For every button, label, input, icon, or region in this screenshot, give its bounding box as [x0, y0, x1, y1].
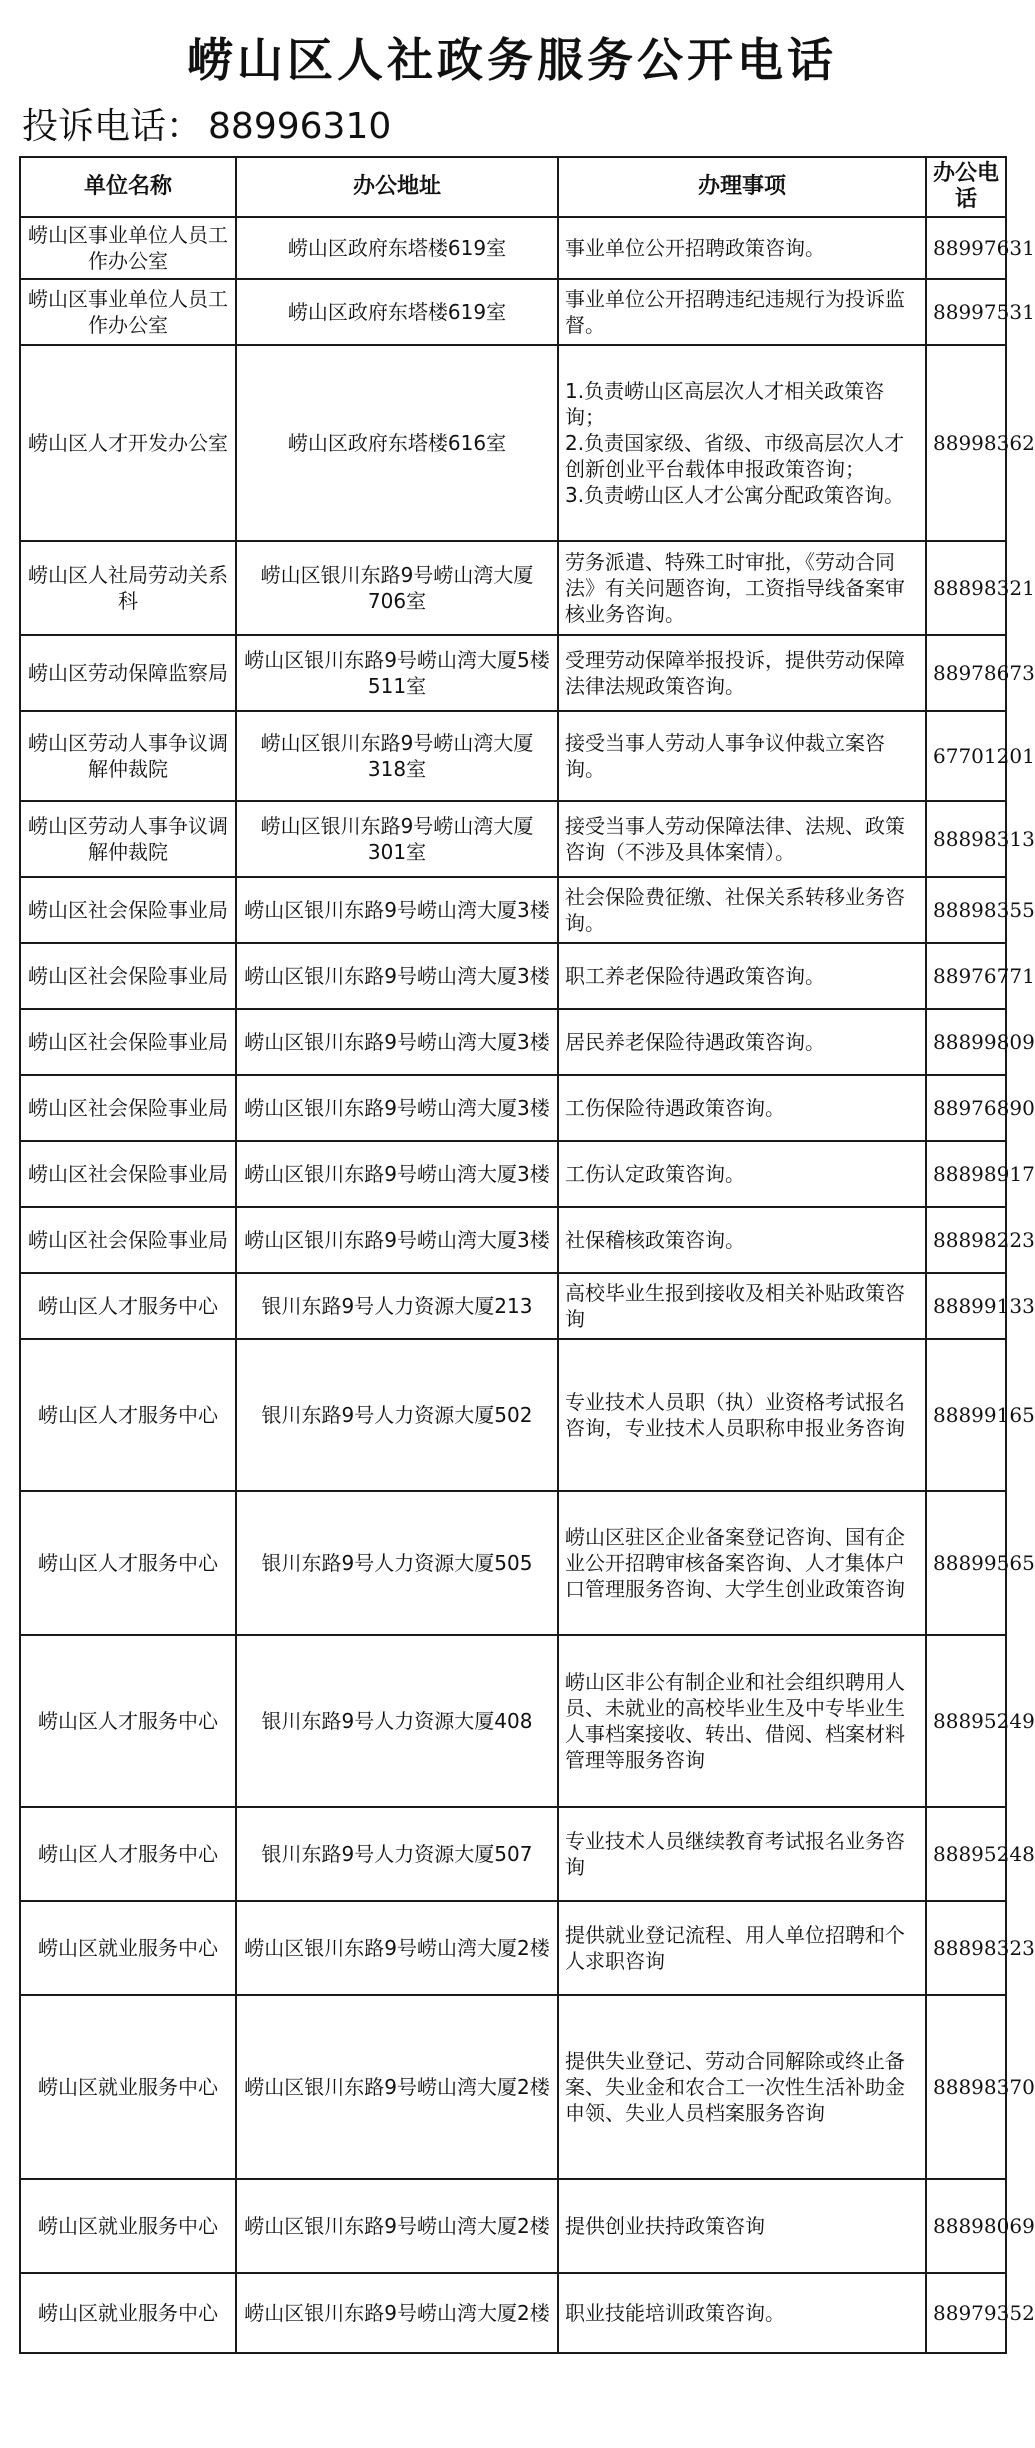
- cell-phone: 88899809: [926, 1009, 1006, 1075]
- cell-items: [558, 1339, 926, 1491]
- phone-directory-table: [19, 156, 1035, 2354]
- cell-phone: 88998362: [926, 345, 1006, 541]
- table-row: [20, 1339, 1006, 1491]
- cell-items: [558, 1141, 926, 1207]
- item-line: 提供创业扶持政策咨询: [565, 2214, 765, 2238]
- table-row: [20, 943, 1006, 1009]
- cell-address: 崂山区银川东路9号崂山湾大厦301室: [236, 801, 558, 877]
- cell-phone: 88895248: [926, 1807, 1006, 1901]
- complaint-hotline: [22, 104, 391, 150]
- item-line: 受理劳动保障举报投诉，提供劳动保障法律法规政策咨询。: [565, 648, 905, 698]
- item-line: 专业技术人员职（执）业资格考试报名咨询，专业技术人员职称申报业务咨询: [565, 1390, 905, 1440]
- cell-unit: 崂山区人才服务中心: [20, 1635, 236, 1807]
- item-line: 崂山区非公有制企业和社会组织聘用人员、未就业的高校毕业生及中专毕业生人事档案接收、转出、借阅、档案材料管理等服务咨询: [565, 1670, 905, 1772]
- item-line: 3.负责崂山区人才公寓分配政策咨询。: [565, 483, 905, 507]
- header-unit: 单位名称: [20, 157, 236, 217]
- cell-unit: 崂山区就业服务中心: [20, 1995, 236, 2179]
- cell-address: 崂山区银川东路9号崂山湾大厦3楼: [236, 1009, 558, 1075]
- cell-phone: 88898323: [926, 1901, 1006, 1995]
- cell-phone: 88898223: [926, 1207, 1006, 1273]
- cell-address: 银川东路9号人力资源大厦507: [236, 1807, 558, 1901]
- table-row: [20, 1901, 1006, 1995]
- page-title: 崂山区人社政务服务公开电话: [187, 33, 837, 87]
- cell-unit: 崂山区事业单位人员工作办公室: [20, 279, 236, 345]
- cell-items: [558, 1995, 926, 2179]
- item-line: 提供失业登记、劳动合同解除或终止备案、失业金和农合工一次性生活补助金申领、失业人员档案服务咨询: [565, 2049, 905, 2125]
- cell-unit: 崂山区劳动保障监察局: [20, 635, 236, 711]
- item-line: 职工养老保险待遇政策咨询。: [565, 964, 825, 988]
- cell-unit: 崂山区人才服务中心: [20, 1273, 236, 1339]
- cell-unit: 崂山区人才服务中心: [20, 1491, 236, 1635]
- cell-phone: 88899133: [926, 1273, 1006, 1339]
- cell-unit: 崂山区劳动人事争议调解仲裁院: [20, 801, 236, 877]
- table-row: [20, 1207, 1006, 1273]
- cell-phone: 88895249: [926, 1635, 1006, 1807]
- cell-items: [558, 217, 926, 279]
- cell-address: 银川东路9号人力资源大厦408: [236, 1635, 558, 1807]
- cell-address: 崂山区银川东路9号崂山湾大厦3楼: [236, 1075, 558, 1141]
- hotline-number: 88996310: [208, 106, 392, 147]
- cell-address: 崂山区银川东路9号崂山湾大厦3楼: [236, 943, 558, 1009]
- cell-address: 崂山区银川东路9号崂山湾大厦318室: [236, 711, 558, 801]
- table-row: [20, 1995, 1006, 2179]
- cell-address: 崂山区银川东路9号崂山湾大厦2楼: [236, 1901, 558, 1995]
- cell-phone: 88898321: [926, 541, 1006, 635]
- header-address: 办公地址: [236, 157, 558, 217]
- cell-unit: 崂山区社会保险事业局: [20, 1009, 236, 1075]
- cell-unit: 崂山区社会保险事业局: [20, 1075, 236, 1141]
- cell-unit: 崂山区人才服务中心: [20, 1339, 236, 1491]
- table-header-row: [20, 157, 1006, 217]
- cell-unit: 崂山区就业服务中心: [20, 2273, 236, 2353]
- cell-address: 银川东路9号人力资源大厦505: [236, 1491, 558, 1635]
- cell-items: [558, 345, 926, 541]
- item-line: 接受当事人劳动保障法律、法规、政策咨询（不涉及具体案情）。: [565, 814, 905, 864]
- cell-unit: 崂山区人才开发办公室: [20, 345, 236, 541]
- cell-phone: 88976890: [926, 1075, 1006, 1141]
- cell-items: [558, 1009, 926, 1075]
- cell-items: [558, 1635, 926, 1807]
- table-row: [20, 635, 1006, 711]
- cell-address: 崂山区银川东路9号崂山湾大厦2楼: [236, 2179, 558, 2273]
- item-line: 2.负责国家级、省级、市级高层次人才创新创业平台载体申报政策咨询；: [565, 431, 905, 481]
- cell-items: [558, 2273, 926, 2353]
- cell-items: [558, 1807, 926, 1901]
- table-row: [20, 877, 1006, 943]
- table-row: [20, 1807, 1006, 1901]
- cell-address: 崂山区银川东路9号崂山湾大厦706室: [236, 541, 558, 635]
- cell-address: 崂山区政府东塔楼619室: [236, 279, 558, 345]
- cell-phone: 88899565: [926, 1491, 1006, 1635]
- cell-items: [558, 943, 926, 1009]
- item-line: 崂山区驻区企业备案登记咨询、国有企业公开招聘审核备案咨询、人才集体户口管理服务咨询、大学生创业政策咨询: [565, 1525, 905, 1601]
- header-items: 办理事项: [558, 157, 926, 217]
- item-line: 1.负责崂山区高层次人才相关政策咨询；: [565, 379, 885, 429]
- item-line: 职业技能培训政策咨询。: [565, 2301, 785, 2325]
- cell-phone: 88898313: [926, 801, 1006, 877]
- cell-items: [558, 541, 926, 635]
- table-row: [20, 541, 1006, 635]
- item-line: 工伤认定政策咨询。: [565, 1162, 745, 1186]
- table-row: [20, 801, 1006, 877]
- cell-phone: 88997631: [926, 217, 1006, 279]
- header-phone: 办公电话: [926, 157, 1006, 217]
- cell-unit: 崂山区人才服务中心: [20, 1807, 236, 1901]
- cell-unit: 崂山区劳动人事争议调解仲裁院: [20, 711, 236, 801]
- cell-phone: 88997531: [926, 279, 1006, 345]
- cell-phone: 88979352: [926, 2273, 1006, 2353]
- cell-items: [558, 711, 926, 801]
- table-row: [20, 1635, 1006, 1807]
- cell-unit: 崂山区就业服务中心: [20, 1901, 236, 1995]
- hotline-label: 投诉电话：: [22, 106, 203, 147]
- item-line: 工伤保险待遇政策咨询。: [565, 1096, 785, 1120]
- cell-unit: 崂山区事业单位人员工作办公室: [20, 217, 236, 279]
- cell-address: 崂山区银川东路9号崂山湾大厦2楼: [236, 1995, 558, 2179]
- cell-items: [558, 635, 926, 711]
- cell-address: 崂山区银川东路9号崂山湾大厦2楼: [236, 2273, 558, 2353]
- item-line: 高校毕业生报到接收及相关补贴政策咨询: [565, 1281, 905, 1331]
- cell-unit: 崂山区社会保险事业局: [20, 1141, 236, 1207]
- table-row: [20, 2273, 1006, 2353]
- table-row: [20, 1491, 1006, 1635]
- table-body: [20, 217, 1035, 2353]
- cell-unit: 崂山区人社局劳动关系科: [20, 541, 236, 635]
- cell-address: 崂山区银川东路9号崂山湾大厦3楼: [236, 1141, 558, 1207]
- table-row: [20, 279, 1006, 345]
- cell-address: 崂山区政府东塔楼619室: [236, 217, 558, 279]
- cell-items: [558, 1491, 926, 1635]
- cell-phone: 88899165: [926, 1339, 1006, 1491]
- cell-address: 崂山区银川东路9号崂山湾大厦3楼: [236, 877, 558, 943]
- cell-unit: 崂山区社会保险事业局: [20, 1207, 236, 1273]
- cell-phone: 67701201: [926, 711, 1006, 801]
- item-line: 社保稽核政策咨询。: [565, 1228, 745, 1252]
- cell-items: [558, 1207, 926, 1273]
- item-line: 事业单位公开招聘违纪违规行为投诉监督。: [565, 287, 905, 337]
- cell-items: [558, 801, 926, 877]
- cell-unit: 崂山区社会保险事业局: [20, 943, 236, 1009]
- table-row: [20, 1009, 1006, 1075]
- cell-unit: 崂山区社会保险事业局: [20, 877, 236, 943]
- item-line: 接受当事人劳动人事争议仲裁立案咨询。: [565, 731, 885, 781]
- cell-address: 银川东路9号人力资源大厦213: [236, 1273, 558, 1339]
- cell-phone: 88976771: [926, 943, 1006, 1009]
- table-row: [20, 345, 1006, 541]
- cell-phone: 88898355: [926, 877, 1006, 943]
- table-row: [20, 711, 1006, 801]
- cell-address: 崂山区政府东塔楼616室: [236, 345, 558, 541]
- cell-items: [558, 877, 926, 943]
- cell-address: 崂山区银川东路9号崂山湾大厦3楼: [236, 1207, 558, 1273]
- table-row: [20, 217, 1006, 279]
- cell-address: 崂山区银川东路9号崂山湾大厦5楼511室: [236, 635, 558, 711]
- cell-items: [558, 1273, 926, 1339]
- item-line: 提供就业登记流程、用人单位招聘和个人求职咨询: [565, 1923, 905, 1973]
- cell-phone: 88898370: [926, 1995, 1006, 2179]
- table-row: [20, 2179, 1006, 2273]
- item-line: 专业技术人员继续教育考试报名业务咨询: [565, 1829, 905, 1879]
- cell-phone: 88898069: [926, 2179, 1006, 2273]
- cell-address: 银川东路9号人力资源大厦502: [236, 1339, 558, 1491]
- item-line: 事业单位公开招聘政策咨询。: [565, 236, 825, 260]
- cell-items: [558, 2179, 926, 2273]
- cell-items: [558, 1075, 926, 1141]
- table-row: [20, 1141, 1006, 1207]
- table-row: [20, 1273, 1006, 1339]
- item-line: 居民养老保险待遇政策咨询。: [565, 1030, 825, 1054]
- cell-items: [558, 279, 926, 345]
- item-line: 劳务派遣、特殊工时审批，《劳动合同法》有关问题咨询，工资指导线备案审核业务咨询。: [565, 550, 905, 626]
- item-line: 社会保险费征缴、社保关系转移业务咨询。: [565, 885, 905, 935]
- cell-unit: 崂山区就业服务中心: [20, 2179, 236, 2273]
- cell-phone: 88898917: [926, 1141, 1006, 1207]
- cell-items: [558, 1901, 926, 1995]
- cell-phone: 88978673: [926, 635, 1006, 711]
- table-row: [20, 1075, 1006, 1141]
